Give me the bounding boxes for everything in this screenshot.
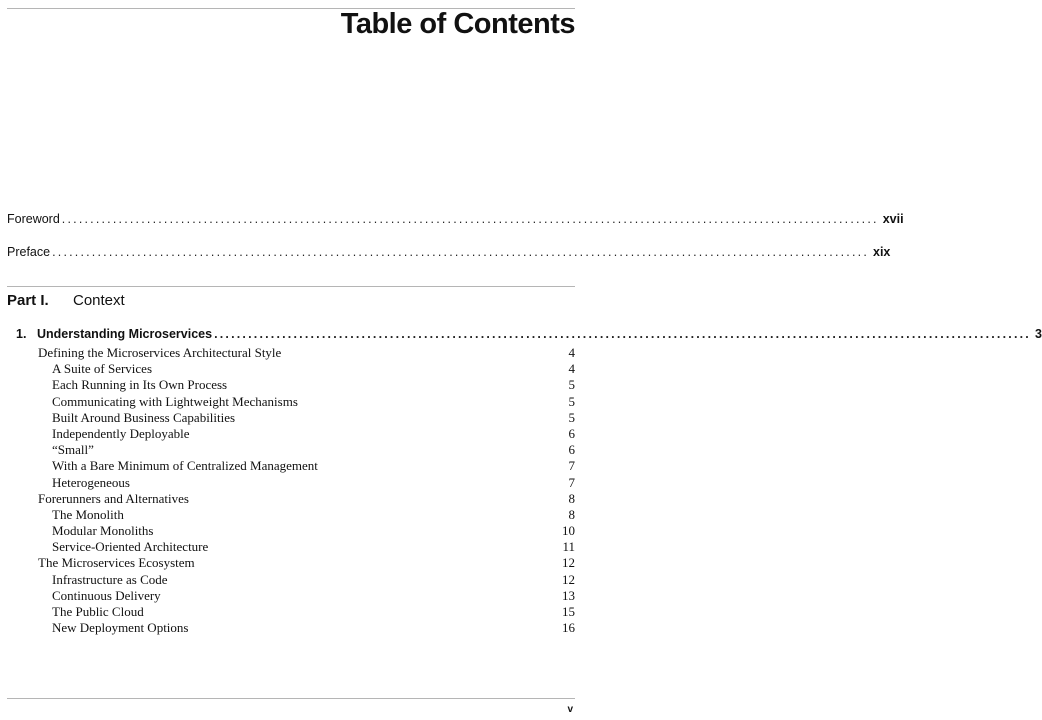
- toc-section-title: With a Bare Minimum of Centralized Management: [52, 458, 318, 474]
- toc-section-item[interactable]: [0, 361, 607, 377]
- toc-entry-preface[interactable]: [7, 245, 891, 259]
- chapter-label: [16, 327, 212, 341]
- toc-section-list: [0, 345, 607, 636]
- toc-section-page: 5: [568, 393, 575, 409]
- footer-rule: [7, 698, 575, 699]
- toc-section-title: Defining the Microservices Architectural Style: [38, 345, 282, 360]
- toc-section-page: 8: [568, 490, 575, 506]
- toc-section-title: Independently Deployable: [52, 425, 190, 441]
- toc-section-item[interactable]: [0, 410, 607, 426]
- toc-section-item[interactable]: [0, 345, 607, 361]
- dot-leader: ................................................................................................................................................: [52, 245, 869, 259]
- toc-section-page: 8: [568, 506, 575, 522]
- toc-entry-label: Foreword: [7, 212, 60, 226]
- toc-section-item[interactable]: [0, 394, 607, 410]
- toc-section-page: 10: [562, 523, 575, 539]
- toc-section-item[interactable]: [0, 442, 607, 458]
- toc-section-title: Infrastructure as Code: [52, 571, 168, 587]
- part-heading: [7, 292, 125, 309]
- toc-section-page: 4: [568, 361, 575, 377]
- toc-section-page: 12: [562, 555, 575, 571]
- toc-section-page: 5: [568, 409, 575, 425]
- toc-entry-label: Preface: [7, 245, 51, 259]
- toc-section-title: The Microservices Ecosystem: [38, 555, 195, 571]
- toc-section-title: Modular Monoliths: [52, 523, 154, 539]
- part-number: Part I.: [7, 292, 49, 309]
- chapter-number: 1.: [16, 327, 27, 341]
- chapter-page: 3: [1034, 327, 1042, 341]
- toc-section-title: The Public Cloud: [52, 604, 144, 619]
- page-title: Table of Contents: [340, 8, 575, 40]
- toc-section-item[interactable]: [0, 491, 607, 507]
- toc-section-page: 4: [568, 345, 575, 360]
- toc-section-item[interactable]: [0, 507, 607, 523]
- part-divider: [7, 286, 575, 287]
- toc-section-title: Forerunners and Alternatives: [38, 490, 189, 506]
- toc-section-item[interactable]: [0, 475, 607, 491]
- toc-section-item[interactable]: [0, 458, 607, 474]
- toc-section-title: New Deployment Options: [52, 620, 189, 636]
- toc-section-title: “Small”: [52, 442, 94, 458]
- toc-section-page: 12: [562, 571, 575, 587]
- toc-section-title: Each Running in Its Own Process: [52, 377, 228, 393]
- toc-section-page: 16: [562, 620, 575, 636]
- toc-section-item[interactable]: [0, 523, 607, 539]
- toc-section-title: A Suite of Services: [52, 361, 153, 377]
- toc-entry-page: xvii: [882, 212, 904, 226]
- toc-section-item[interactable]: [0, 539, 607, 555]
- dot-leader: ................................................................................................................................................: [61, 212, 879, 226]
- chapter-title: Understanding Microservices: [37, 327, 213, 341]
- toc-section-title: Service-Oriented Architecture: [52, 539, 209, 555]
- toc-section-item[interactable]: [0, 620, 607, 636]
- toc-section-title: Built Around Business Capabilities: [52, 409, 236, 425]
- toc-section-item[interactable]: [0, 588, 607, 604]
- toc-section-title: Communicating with Lightweight Mechanisms: [52, 393, 298, 409]
- toc-section-page: 6: [568, 425, 575, 441]
- part-name: Context: [73, 292, 125, 309]
- toc-section-item[interactable]: [0, 377, 607, 393]
- toc-entry-page: xix: [873, 245, 891, 259]
- toc-chapter-1[interactable]: [16, 327, 1042, 341]
- toc-section-page: 13: [562, 587, 575, 603]
- toc-section-page: 7: [568, 474, 575, 490]
- toc-section-item[interactable]: [0, 426, 607, 442]
- toc-section-page: 6: [568, 442, 575, 458]
- toc-section-item[interactable]: [0, 604, 607, 620]
- toc-section-page: 5: [568, 377, 575, 393]
- toc-entry-foreword[interactable]: [7, 212, 904, 226]
- toc-section-page: 11: [562, 539, 575, 555]
- toc-section-page: 7: [568, 458, 575, 474]
- toc-section-title: The Monolith: [52, 506, 124, 522]
- toc-section-item[interactable]: [0, 572, 607, 588]
- toc-section-title: Continuous Delivery: [52, 587, 161, 603]
- toc-section-item[interactable]: [0, 555, 607, 571]
- dot-leader: ................................................................................................................................................: [214, 327, 1031, 341]
- toc-section-page: 15: [562, 604, 575, 619]
- page-number: v: [567, 704, 573, 715]
- toc-section-title: Heterogeneous: [52, 474, 130, 490]
